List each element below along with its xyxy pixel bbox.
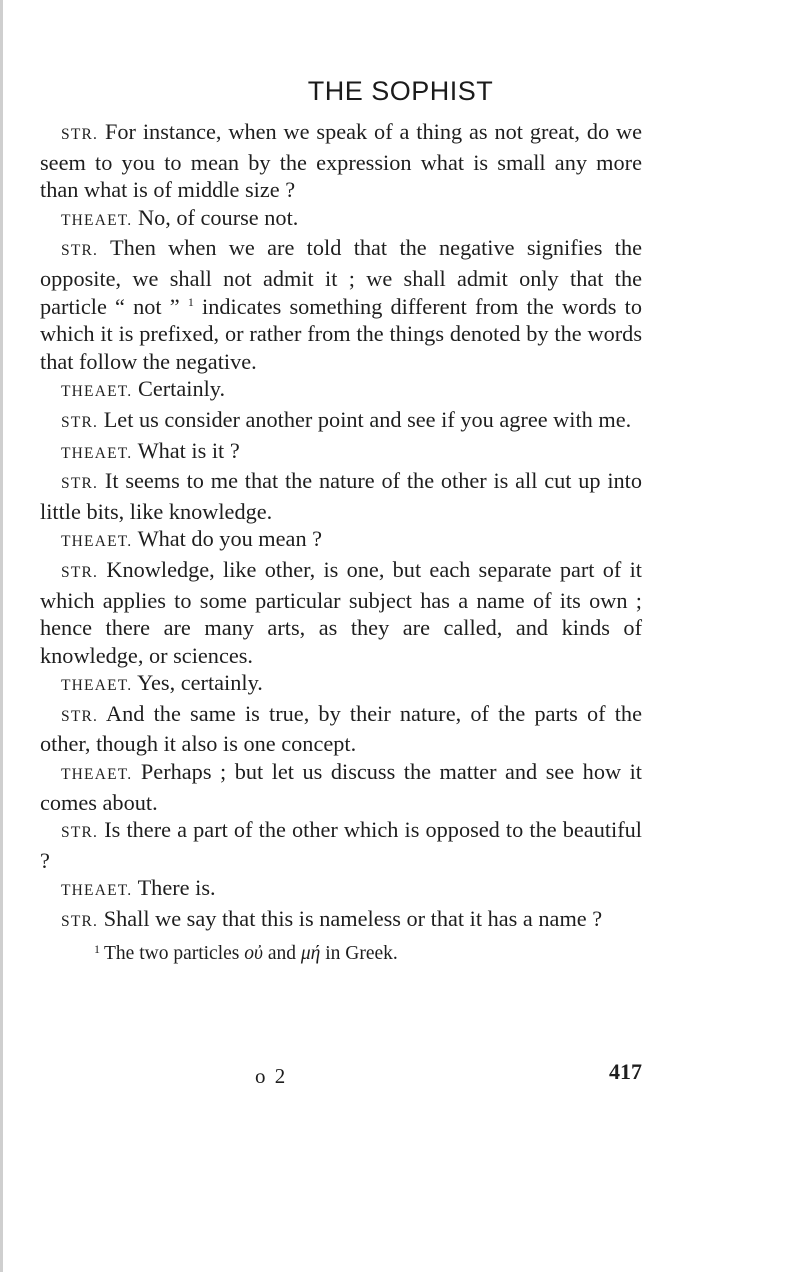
speaker-label: THEAET. [61, 766, 133, 784]
footnote-mark: 1 [94, 941, 100, 956]
dialogue-line: Certainly. [137, 376, 226, 402]
footnote-text: The two particles [104, 942, 245, 964]
dialogue-line: Shall we say that this is nameless or that it has a name ? [103, 906, 603, 932]
dialogue-paragraph [40, 556, 642, 669]
signature-mark: o 2 [255, 1064, 288, 1088]
dialogue-line: Is there a part of the other which is opposed to the beautiful ? [40, 817, 643, 873]
dialogue-paragraph [40, 204, 642, 235]
dialogue-line: Knowledge, like other, is one, but each separate part of it which applies to some particular subject has a name of its own ; hence there are many arts, as they are called, and kinds of knowledge, or sciences. [40, 556, 642, 668]
speaker-label: THEAET. [61, 444, 133, 462]
speaker-label: STR. [61, 913, 99, 931]
speaker-label: THEAET. [61, 533, 133, 551]
speaker-label: THEAET. [61, 383, 133, 401]
speaker-label: STR. [61, 475, 99, 493]
footnote-text: in Greek. [320, 942, 398, 964]
dialogue-line: And the same is true, by their nature, of the parts of the other, though it also is one concept. [40, 700, 642, 757]
dialogue-line: Let us consider another point and see if you agree with me. [103, 406, 632, 432]
page-edge [0, 0, 3, 1272]
dialogue-paragraph [40, 700, 642, 758]
dialogue-paragraph [40, 375, 642, 406]
dialogue-text [40, 118, 642, 967]
dialogue-line: What do you mean ? [137, 526, 323, 552]
speaker-label: STR. [61, 413, 99, 431]
dialogue-line: indicates something different from the words to which it is prefixed, or rather from the things denoted by the words that follow the negative. [40, 293, 642, 374]
dialogue-paragraph [40, 669, 642, 700]
page-number: 417 [609, 1059, 642, 1084]
dialogue-line: What is it ? [137, 437, 240, 463]
dialogue-line: For instance, when we speak of a thing as not great, do we seem to you to mean by the expression what is small any more than what is of middle size ? [40, 119, 643, 203]
dialogue-line: It seems to me that the nature of the other is all cut up into little bits, like knowledge. [40, 468, 643, 524]
greek-word: μή [300, 942, 321, 964]
speaker-label: STR. [61, 707, 99, 725]
speaker-label: STR. [61, 242, 99, 260]
speaker-label: STR. [61, 824, 99, 842]
dialogue-paragraph [40, 525, 642, 556]
dialogue-paragraph [40, 234, 642, 375]
footnote [40, 936, 642, 968]
dialogue-paragraph [40, 874, 642, 905]
dialogue-paragraph [40, 905, 642, 936]
speaker-label: THEAET. [61, 882, 133, 900]
dialogue-paragraph [40, 118, 642, 204]
dialogue-paragraph [40, 816, 642, 874]
dialogue-paragraph [40, 758, 642, 816]
dialogue-line: Then when we are told that the negative signifies the opposite, we shall not admit it ; we shall admit only that the particle “ not ” [40, 235, 642, 319]
dialogue-paragraph [40, 467, 642, 525]
speaker-label: THEAET. [61, 677, 133, 695]
footnote-text: and [262, 942, 301, 964]
dialogue-paragraph [40, 406, 642, 437]
speaker-label: STR. [61, 126, 99, 143]
dialogue-paragraph [40, 437, 642, 468]
footnote-reference: 1 [187, 294, 194, 309]
running-head: THE SOPHIST [307, 76, 494, 106]
speaker-label: STR. [61, 563, 99, 581]
greek-word: οὐ [244, 942, 263, 964]
dialogue-line: There is. [137, 875, 216, 901]
dialogue-line: No, of course not. [137, 204, 299, 230]
dialogue-line: Yes, certainly. [137, 670, 263, 696]
dialogue-line: Perhaps ; but let us discuss the matter and see how it comes about. [40, 759, 642, 815]
speaker-label: THEAET. [61, 211, 133, 229]
